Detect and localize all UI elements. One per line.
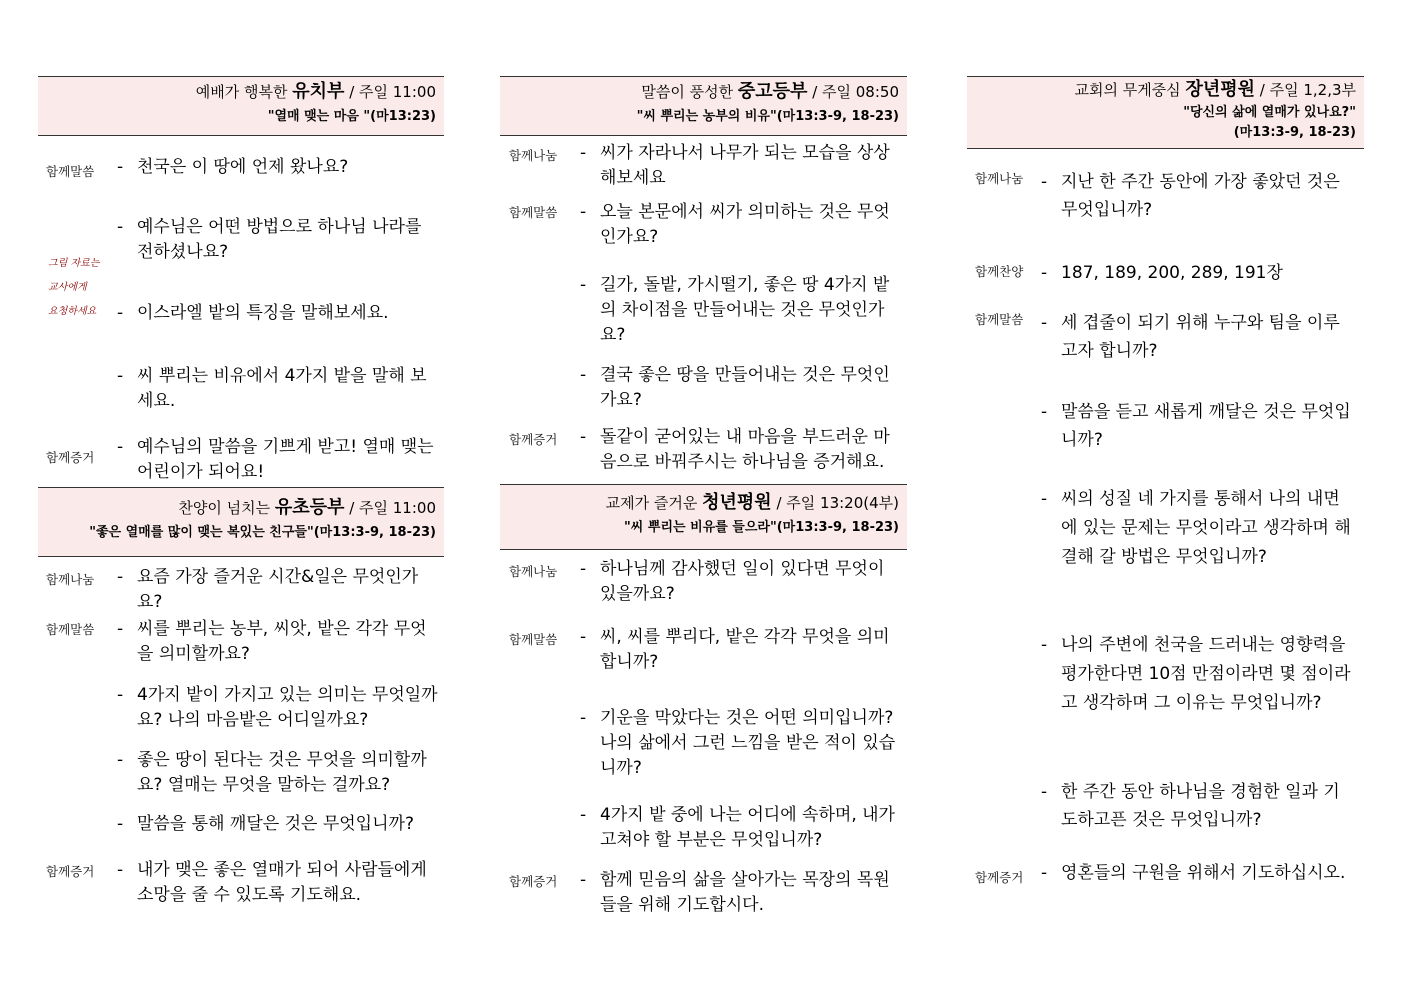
service-time: / 주일 08:50 [807,83,899,101]
question: - 씨 뿌리는 비유에서 4가지 밭을 말해 보세요. [117,366,427,411]
tag-witness: 함께증거 [46,450,95,465]
question: - 한 주간 동안 하나님을 경험한 일과 기도하고픈 것은 무엇입니까? [1041,782,1340,830]
question: - 함께 믿음의 삶을 살아가는 목장의 목원들을 위해 기도합시다. [580,870,890,915]
question: - 4가지 밭이 가지고 있는 의미는 무엇일까요? 나의 마음밭은 어디일까요? [117,685,438,730]
department-name: 청년평원 [702,492,772,513]
question: - 내가 맺은 좋은 열매가 되어 사람들에게 소망을 줄 수 있도록 기도해요. [117,860,427,905]
department-name: 유초등부 [274,497,345,518]
question: - 이스라엘 밭의 특징을 말해보세요. [117,303,389,323]
tag-witness: 함께증거 [509,432,558,447]
teacher-note [48,252,99,324]
note-line: 요청하세요 [48,306,97,317]
question: - 돌같이 굳어있는 내 마음을 부드러운 마음으로 바꿔주시는 하나님을 증거해요. [580,427,890,472]
service-time: / 주일 11:00 [344,83,436,101]
sermon-title: "씨 뿌리는 농부의 비유"(마13:3-9, 18-23) [636,109,899,124]
sermon-title: "열매 맺는 마음 "(마13:23) [267,109,436,124]
sermon-title: "좋은 열매를 많이 맺는 복있는 친구들"(마13:3-9, 18-23) [89,525,436,540]
header-intro: 찬양이 넘치는 [178,499,275,517]
adult-header [967,76,1364,149]
department-name: 중고등부 [737,81,808,102]
question: - 기운을 막았다는 것은 어떤 의미입니까? 나의 삶에서 그런 느낌을 받은 적이 있습니까? [580,708,896,778]
header-intro: 예배가 행복한 [195,83,293,101]
question: - 씨의 성질 네 가지를 통해서 나의 내면에 있는 문제는 무엇이라고 생각하며 해결해 갈 방법은 무엇입니까? [1041,489,1351,567]
note-line: 그림 자료는 [48,258,100,269]
young-adult-header [500,484,907,550]
question: - 좋은 땅이 된다는 것은 무엇을 의미할까요? 열매는 무엇을 말하는 걸까요? [117,750,427,795]
question: - 예수님의 말씀을 기쁘게 받고! 열매 맺는 어린이가 되어요! [117,437,434,482]
question: - 오늘 본문에서 씨가 의미하는 것은 무엇인가요? [580,202,890,247]
question: - 4가지 밭 중에 나는 어디에 속하며, 내가 고쳐야 할 부분은 무엇입니까? [580,805,895,850]
question: - 말씀을 듣고 새롭게 깨달은 것은 무엇입니까? [1041,402,1351,450]
tag-word: 함께말씀 [509,205,558,220]
sermon-title: "씨 뿌리는 비유를 들으라"(마13:3-9, 18-23) [624,520,899,535]
question: - 요즘 가장 즐거운 시간&일은 무엇인가요? [117,567,419,612]
tag-word: 함께말씀 [509,632,558,647]
question: - 지난 한 주간 동안에 가장 좋았던 것은 무엇입니까? [1041,172,1340,220]
kindergarten-header [38,76,444,136]
youth-header [500,76,907,136]
tag-song: 함께찬양 [975,264,1024,279]
tag-share: 함께나눔 [46,572,95,587]
question: - 길가, 돌밭, 가시떨기, 좋은 땅 4가지 밭의 차이점을 만들어내는 것은 무엇인가요? [580,275,890,345]
question: - 씨, 씨를 뿌리다, 밭은 각각 무엇을 의미합니까? [580,627,890,672]
department-name: 장년평원 [1185,79,1255,100]
question: - 세 겹줄이 되기 위해 누구와 팀을 이루고자 합니까? [1041,313,1340,361]
question: - 씨가 자라나서 나무가 되는 모습을 상상해보세요 [580,143,890,188]
tag-witness: 함께증거 [509,874,558,889]
question: - 하나님께 감사했던 일이 있다면 무엇이 있을까요? [580,559,885,604]
elementary-header [38,487,444,557]
tag-word: 함께말씀 [46,622,95,637]
service-time: / 주일 1,2,3부 [1255,81,1356,99]
question: - 말씀을 통해 깨달은 것은 무엇입니까? [117,814,414,834]
tag-share: 함께나눔 [509,564,558,579]
service-time: / 주일 13:20(4부) [771,494,899,512]
sermon-reference: (마13:3-9, 18-23) [1233,125,1356,140]
tag-witness: 함께증거 [46,864,95,879]
department-name: 유치부 [292,81,345,102]
question: - 씨를 뿌리는 농부, 씨앗, 밭은 각각 무엇을 의미할까요? [117,619,427,664]
hymn-numbers: - 187, 189, 200, 289, 191장 [1041,263,1283,283]
tag-share: 함께나눔 [975,171,1024,186]
header-intro: 교회의 무게중심 [1074,81,1186,99]
service-time: / 주일 11:00 [344,499,436,517]
question: - 나의 주변에 천국을 드러내는 영향력을 평가한다면 10점 만점이라면 몇 점이라고 생각하며 그 이유는 무엇입니까? [1041,635,1351,713]
tag-word: 함께말씀 [975,312,1024,327]
question: - 천국은 이 땅에 언제 왔나요? [117,157,349,177]
question: - 예수님은 어떤 방법으로 하나님 나라를 전하셨나요? [117,217,422,262]
tag-witness: 함께증거 [975,870,1024,885]
question: - 영혼들의 구원을 위해서 기도하십시오. [1041,863,1346,883]
header-intro: 말씀이 풍성한 [641,83,738,101]
tag-share: 함께나눔 [509,148,558,163]
tag-word: 함께말씀 [46,164,95,179]
note-line: 교사에게 [48,282,87,293]
sermon-title: "당신의 삶에 열매가 있나요?" [1183,105,1356,120]
header-intro: 교제가 즐거운 [605,494,703,512]
question: - 결국 좋은 땅을 만들어내는 것은 무엇인가요? [580,365,890,410]
